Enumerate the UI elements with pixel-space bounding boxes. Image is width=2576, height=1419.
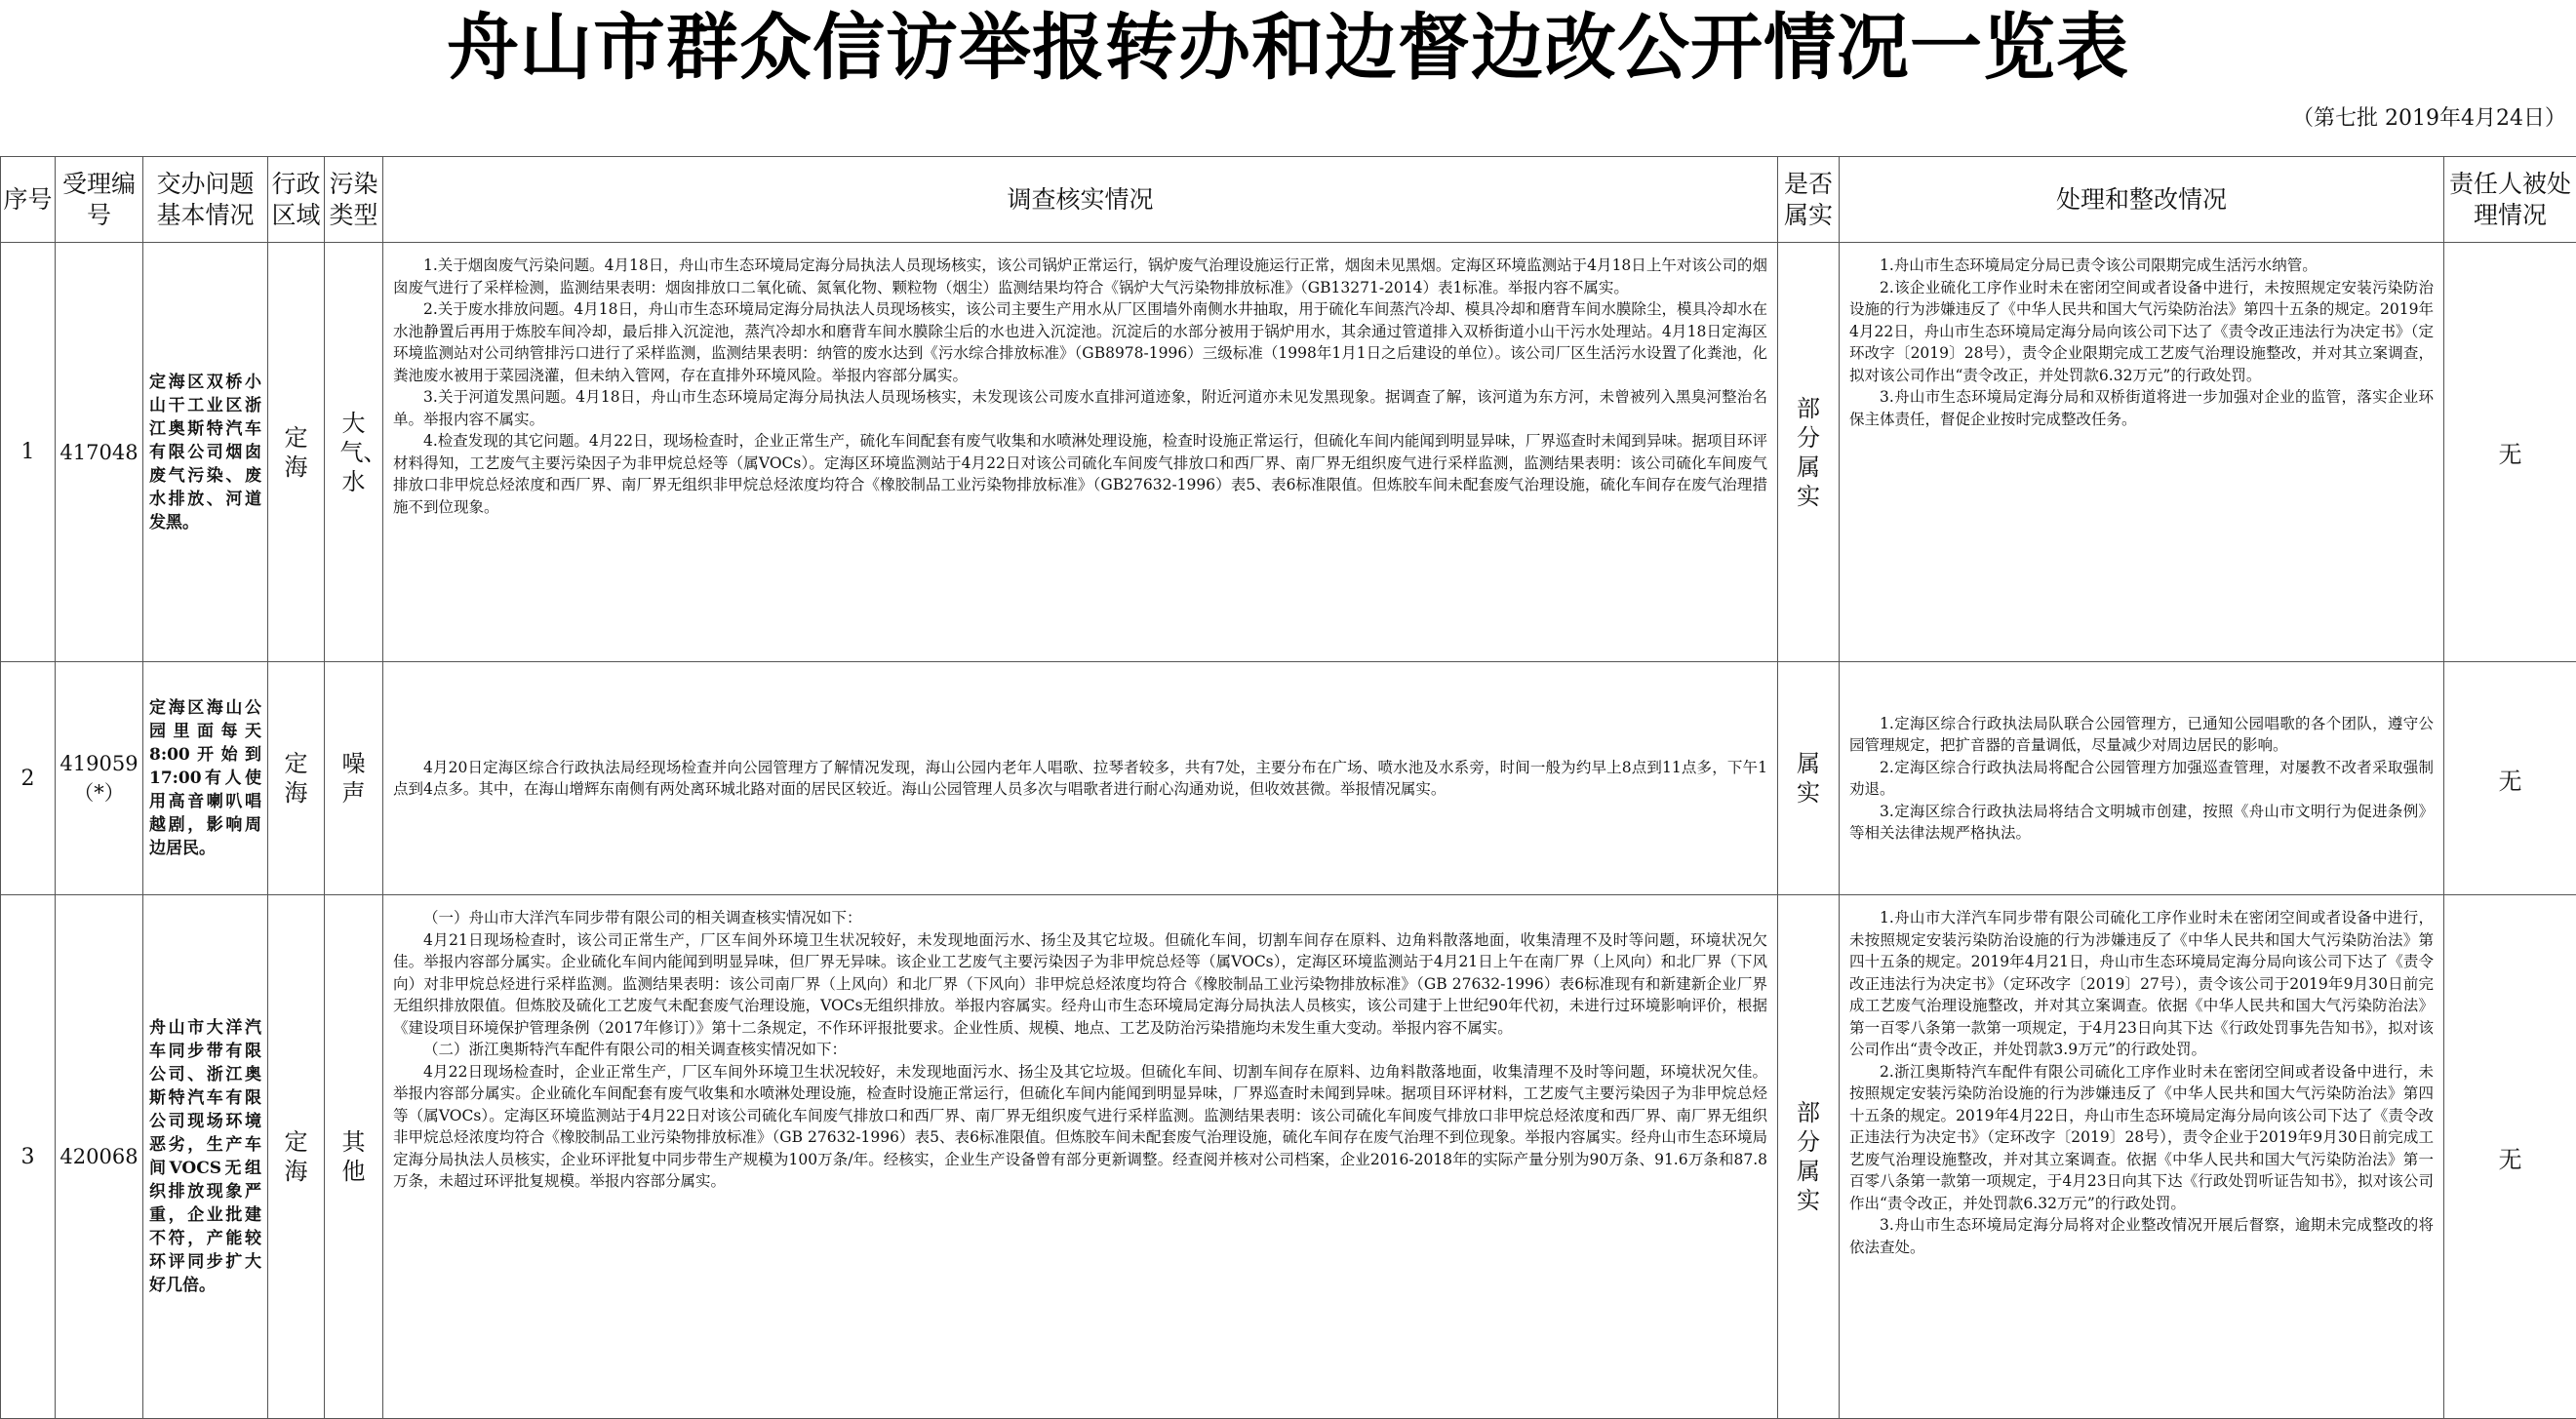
handling-cell bbox=[1840, 662, 2444, 895]
complaint-table bbox=[0, 156, 2576, 1419]
investigation-paragraph: （一）舟山市大洋汽车同步带有限公司的相关调查核实情况如下： bbox=[393, 907, 1767, 929]
header-investigation: 调查核实情况 bbox=[383, 157, 1778, 243]
table-header-row bbox=[1, 157, 2576, 243]
handling-paragraph: 3.舟山市生态环境局定海分局和双桥街道将进一步加强对企业的监管，落实企业环保主体责任，督促企业按时完成整改任务。 bbox=[1849, 386, 2434, 430]
investigation-paragraph: 4月21日现场检查时，该公司正常生产，厂区车间外环境卫生状况较好，未发现地面污水、扬尘及其它垃圾。但硫化车间，切割车间存在原料、边角料散落地面，收集清理不及时等问题，环境状况欠佳。举报内容部分属实。企业硫化车间内能闻到明显异味，但厂界无异味。该企业工艺废气主要污染因子为非甲烷总烃等（属VOCs），定海区环境监测站于4月21日上午在南厂界（上风向）和北厂界（下风向）对非甲烷总烃进行采样监测。监测结果表明：该公司南厂界（上风向）和北厂界（下风向）非甲烷总烃浓度均符合《橡胶制品工业污染物排放标准》（GB 27632-1996）表6标准现有和新建新企业厂界无组织排放限值。但炼胶及硫化工艺废气未配套废气治理设施，VOCs无组织排放。举报内容属实。经舟山市生态环境局定海分局执法人员核实，该公司建于上世纪90年代初，未进行过环境影响评价，根据《建设项目环境保护管理条例（2017年修订）》第十二条规定，不作环评报批要求。企业性质、规模、地点、工艺及防治污染措施均未发生重大变动。举报内容不属实。 bbox=[393, 929, 1767, 1040]
admin-area: 定海 bbox=[283, 423, 310, 482]
investigation-paragraph: 2.关于废水排放问题。4月18日，舟山市生态环境局定海分局执法人员现场核实，该公司主要生产用水从厂区围墙外南侧水井抽取，用于硫化车间蒸汽冷却、模具冷却和磨背车间水膜除尘，模具冷却水在水池静置后再用于炼胶车间冷却，最后排入沉淀池，蒸汽冷却水和磨背车间水膜除尘后的水也进入沉淀池。沉淀后的水部分被用于锅炉用水，其余通过管道排入双桥街道小山干污水处理站。4月18日定海区环境监测站对公司纳管排污口进行了采样监测，监测结果表明：纳管的废水达到《污水综合排放标准》（GB8978-1996）三级标准（1998年1月1日之后建设的单位）。该公司厂区生活污水设置了化粪池，化粪池废水被用于菜园浇灌，但未纳入管网，存在直排外环境风险。举报内容部分属实。 bbox=[393, 298, 1767, 386]
header-confirmed: 是否属实 bbox=[1778, 157, 1840, 243]
investigation-paragraph: 4.检查发现的其它问题。4月22日，现场检查时，企业正常生产，硫化车间配套有废气收集和水喷淋处理设施，检查时设施正常运行，但硫化车间内能闻到明显异味，厂界巡查时未闻到异味。据项目环评材料得知，工艺废气主要污染因子为非甲烷总烃等（属VOCs）。定海区环境监测站于4月22日对该公司硫化车间废气排放口和西厂界、南厂界无组织废气进行采样监测，监测结果表明：该公司硫化车间废气排放口非甲烷总烃浓度和西厂界、南厂界无组织非甲烷总烃浓度均符合《橡胶制品工业污染物排放标准》（GB27632-1996）表5、表6标准限值。但炼胶车间未配套废气治理设施，硫化车间存在废气治理措施不到位现象。 bbox=[393, 430, 1767, 518]
header-area: 行政区域 bbox=[268, 157, 325, 243]
handling-cell bbox=[1840, 243, 2444, 662]
investigation-paragraph: 3.关于河道发黑问题。4月18日，舟山市生态环境局定海分局执法人员现场核实，未发现该公司废水直排河道迹象，附近河道亦未见发黑现象。据调查了解，该河道为东方河，未曾被列入黑臭河整治名单。举报内容不属实。 bbox=[393, 386, 1767, 430]
header-responsible: 责任人被处理情况 bbox=[2444, 157, 2576, 243]
case-id: 419059（*） bbox=[56, 662, 143, 895]
header-type: 污染类型 bbox=[325, 157, 383, 243]
page-title: 舟山市群众信访举报转办和边督边改公开情况一览表 bbox=[0, 0, 2576, 96]
header-id: 受理编号 bbox=[56, 157, 143, 243]
row-number: 1 bbox=[1, 243, 56, 662]
pollution-type: 噪声 bbox=[340, 749, 368, 808]
investigation-cell bbox=[383, 895, 1778, 1419]
pollution-type: 大气、水 bbox=[340, 409, 368, 496]
row-number: 3 bbox=[1, 895, 56, 1419]
handling-paragraph: 3.定海区综合行政执法局将结合文明城市创建，按照《舟山市文明行为促进条例》等相关法律法规严格执法。 bbox=[1849, 801, 2434, 845]
handling-cell bbox=[1840, 895, 2444, 1419]
handling-paragraph: 2.浙江奥斯特汽车配件有限公司硫化工序作业时未在密闭空间或者设备中进行，未按照规定安装污染防治设施的行为涉嫌违反了《中华人民共和国大气污染防治法》第四十五条的规定。2019年4月22日，舟山市生态环境局定海分局向该公司下达了《责令改正违法行为决定书》（定环改字〔2019〕28号），责令企业于2019年9月30日前完成工艺废气治理设施整改，并对其立案调查。依据《中华人民共和国大气污染防治法》第一百零八条第一款第一项规定，于4月23日向其下达《行政处罚听证告知书》，拟对该公司作出“责令改正，并处罚款6.32万元”的行政处罚。 bbox=[1849, 1061, 2434, 1215]
header-issue: 交办问题基本情况 bbox=[143, 157, 268, 243]
pollution-type: 其他 bbox=[340, 1127, 368, 1186]
admin-area: 定海 bbox=[283, 749, 310, 808]
confirmed-status: 部分属实 bbox=[1795, 1098, 1822, 1215]
handling-paragraph: 3.舟山市生态环境局定海分局将对企业整改情况开展后督察，逾期未完成整改的将依法查处。 bbox=[1849, 1214, 2434, 1258]
row-number: 2 bbox=[1, 662, 56, 895]
issue-summary: 舟山市大洋汽车同步带有限公司、浙江奥斯特汽车有限公司现场环境恶劣，生产车间VOCS无组织排放现象严重，企业批建不符，产能较环评同步扩大好几倍。 bbox=[143, 895, 268, 1419]
investigation-paragraph: （二）浙江奥斯特汽车配件有限公司的相关调查核实情况如下： bbox=[393, 1039, 1767, 1061]
header-no: 序号 bbox=[1, 157, 56, 243]
confirmed-status: 属实 bbox=[1795, 749, 1822, 808]
handling-paragraph: 1.舟山市生态环境局定分局已责令该公司限期完成生活污水纳管。 bbox=[1849, 255, 2434, 277]
case-id: 420068 bbox=[56, 895, 143, 1419]
responsible-status: 无 bbox=[2444, 662, 2576, 895]
issue-summary: 定海区双桥小山干工业区浙江奥斯特汽车有限公司烟囱废气污染、废水排放、河道发黑。 bbox=[143, 243, 268, 662]
handling-paragraph: 2.定海区综合行政执法局将配合公园管理方加强巡查管理，对屡教不改者采取强制劝退。 bbox=[1849, 757, 2434, 801]
handling-paragraph: 1.舟山市大洋汽车同步带有限公司硫化工序作业时未在密闭空间或者设备中进行，未按照规定安装污染防治设施的行为涉嫌违反了《中华人民共和国大气污染防治法》第四十五条的规定。2019年4月21日，舟山市生态环境局定海分局向该公司下达了《责令改正违法行为决定书》（定环改字〔2019〕27号），责令该公司于2019年9月30日前完成工艺废气治理设施整改，并对其立案调查。依据《中华人民共和国大气污染防治法》第一百零八条第一款第一项规定，于4月23日向其下达《行政处罚事先告知书》，拟对该公司作出“责令改正，并处罚款3.9万元”的行政处罚。 bbox=[1849, 907, 2434, 1061]
admin-area: 定海 bbox=[283, 1127, 310, 1186]
investigation-paragraph: 4月20日定海区综合行政执法局经现场检查并向公园管理方了解情况发现，海山公园内老年人唱歌、拉琴者较多，共有7处，主要分布在广场、喷水池及水系旁，时间一般为约早上8点到11点多，下午1点到4点多。其中，在海山增辉东南侧有两处离环城北路对面的居民区较近。海山公园管理人员多次与唱歌者进行耐心沟通劝说，但收效甚微。举报情况属实。 bbox=[393, 757, 1767, 801]
investigation-cell bbox=[383, 662, 1778, 895]
header-handling: 处理和整改情况 bbox=[1840, 157, 2444, 243]
batch-date-label: （第七批 2019年4月24日） bbox=[2292, 105, 2566, 133]
investigation-cell bbox=[383, 243, 1778, 662]
responsible-status: 无 bbox=[2444, 243, 2576, 662]
investigation-paragraph: 4月22日现场检查时，企业正常生产，厂区车间外环境卫生状况较好，未发现地面污水、扬尘及其它垃圾。但硫化车间、切割车间存在原料、边角料散落地面，收集清理不及时等问题，环境状况欠佳。举报内容部分属实。企业硫化车间配套有废气收集和水喷淋处理设施，检查时设施正常运行，但硫化车间内能闻到明显异味，厂界巡查时未闻到异味。据项目环评材料，工艺废气主要污染因子为非甲烷总烃等（属VOCs）。定海区环境监测站于4月22日对该公司硫化车间废气排放口和西厂界、南厂界无组织废气进行采样监测。监测结果表明：该公司硫化车间废气排放口非甲烷总烃浓度和西厂界、南厂界无组织非甲烷总烃浓度均符合《橡胶制品工业污染物排放标准》（GB 27632-1996）表5、表6标准限值。但炼胶车间未配套废气治理设施，硫化车间存在废气治理不到位现象。举报内容属实。经舟山市生态环境局定海分局执法人员核实，企业环评批复中同步带生产规模为100万条/年。经核实，企业生产设备曾有部分更新调整。经查阅并核对公司档案，企业2016-2018年的实际产量分别为90万条、91.6万条和87.8万条，未超过环评批复规模。举报内容部分属实。 bbox=[393, 1061, 1767, 1193]
case-id: 417048 bbox=[56, 243, 143, 662]
issue-summary: 定海区海山公园里面每天8:00开始到17:00有人使用高音喇叭唱越剧，影响周边居民。 bbox=[143, 662, 268, 895]
handling-paragraph: 2.该企业硫化工序作业时未在密闭空间或者设备中进行，未按照规定安装污染防治设施的行为涉嫌违反了《中华人民共和国大气污染防治法》第四十五条的规定。2019年4月22日，舟山市生态环境局定海分局向该公司下达了《责令改正违法行为决定书》（定环改字〔2019〕28号），责令企业限期完成工艺废气治理设施整改，并对其立案调查，拟对该公司作出“责令改正，并处罚款6.32万元”的行政处罚。 bbox=[1849, 277, 2434, 387]
table-row bbox=[1, 895, 2576, 1419]
investigation-paragraph: 1.关于烟囱废气污染问题。4月18日，舟山市生态环境局定海分局执法人员现场核实，该公司锅炉正常运行，锅炉废气治理设施运行正常，烟囱未见黑烟。定海区环境监测站于4月18日上午对该公司的烟囱废气进行了采样检测，监测结果表明：烟囱排放口二氧化硫、氮氧化物、颗粒物（烟尘）监测结果均符合《锅炉大气污染物排放标准》（GB13271-2014）表1标准。举报内容不属实。 bbox=[393, 255, 1767, 298]
table-row bbox=[1, 243, 2576, 662]
table-row bbox=[1, 662, 2576, 895]
responsible-status: 无 bbox=[2444, 895, 2576, 1419]
handling-paragraph: 1.定海区综合行政执法局队联合公园管理方，已通知公园唱歌的各个团队，遵守公园管理规定，把扩音器的音量调低，尽量减少对周边居民的影响。 bbox=[1849, 713, 2434, 757]
confirmed-status: 部分属实 bbox=[1795, 394, 1822, 511]
